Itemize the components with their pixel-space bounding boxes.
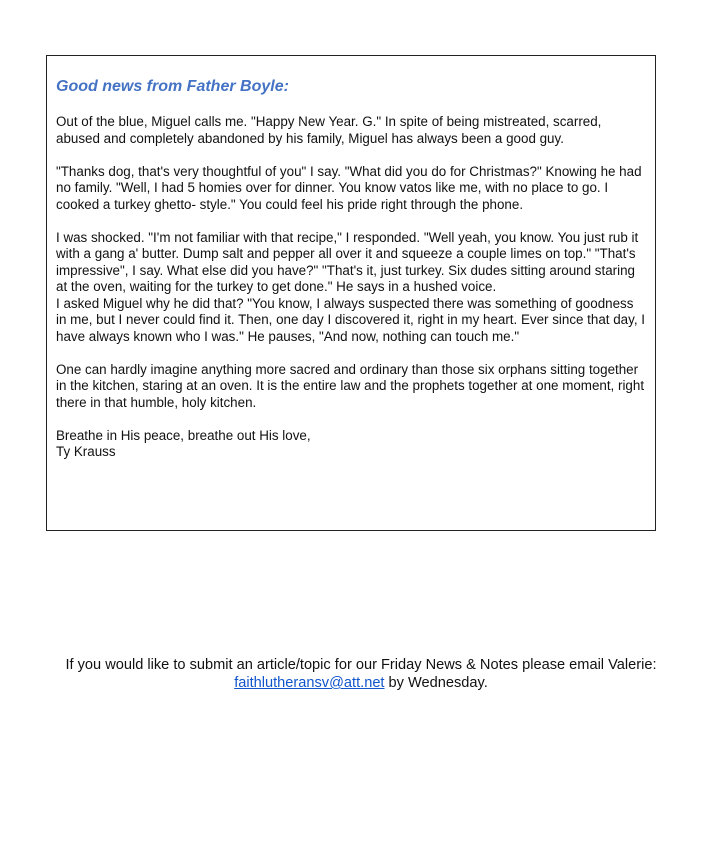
email-link[interactable]: faithlutheransv@att.net xyxy=(234,675,385,691)
paragraph-1: Out of the blue, Miguel calls me. "Happy New Year. G." In spite of being mistreated, scarred, abused and completely abandoned by his family, Miguel has always been a good guy. xyxy=(56,114,602,146)
article-title: Good news from Father Boyle: xyxy=(56,78,289,95)
footer-line-2 xyxy=(0,674,722,692)
closing-line: Breathe in His peace, breathe out His love, xyxy=(56,427,311,443)
paragraph-5: One can hardly imagine anything more sacred and ordinary than those six orphans sitting together in the kitchen, staring at an oven. It is the entire law and the prophets together at one moment, right there in that humble, holy kitchen. xyxy=(56,361,645,410)
footer-suffix: by Wednesday. xyxy=(384,675,488,691)
paragraph-2: "Thanks dog, that's very thoughtful of you" I say. "What did you do for Christmas?" Knowing he had no family. "Well, I had 5 homies over for dinner. You know vatos like me, with no place to go. I cooked a turkey ghetto- style." You could feel his pride right through the phone. xyxy=(56,163,642,212)
signature: Ty Krauss xyxy=(56,444,116,459)
footer-line-1: If you would like to submit an article/topic for our Friday News & Notes please email Valerie: xyxy=(65,657,657,673)
paragraph-4: I asked Miguel why he did that? "You know, I always suspected there was something of goodness in me, but I never could find it. Then, one day I discovered it, right in my heart. Ever since that day, I have always known who I was." He pauses, "And now, nothing can touch me." xyxy=(56,295,645,344)
paragraph-3: I was shocked. "I'm not familiar with that recipe," I responded. "Well yeah, you know. You just rub it with a gang a' butter. Dump salt and pepper all over it and squeeze a couple limes on top." "That's impressive", I say. What else did you have?" "That's it, just turkey. Six dudes sitting around staring at the oven, waiting for the turkey to get done." He says in a hushed voice. xyxy=(56,229,639,294)
footer-notice xyxy=(0,656,722,692)
article-box xyxy=(46,55,656,531)
